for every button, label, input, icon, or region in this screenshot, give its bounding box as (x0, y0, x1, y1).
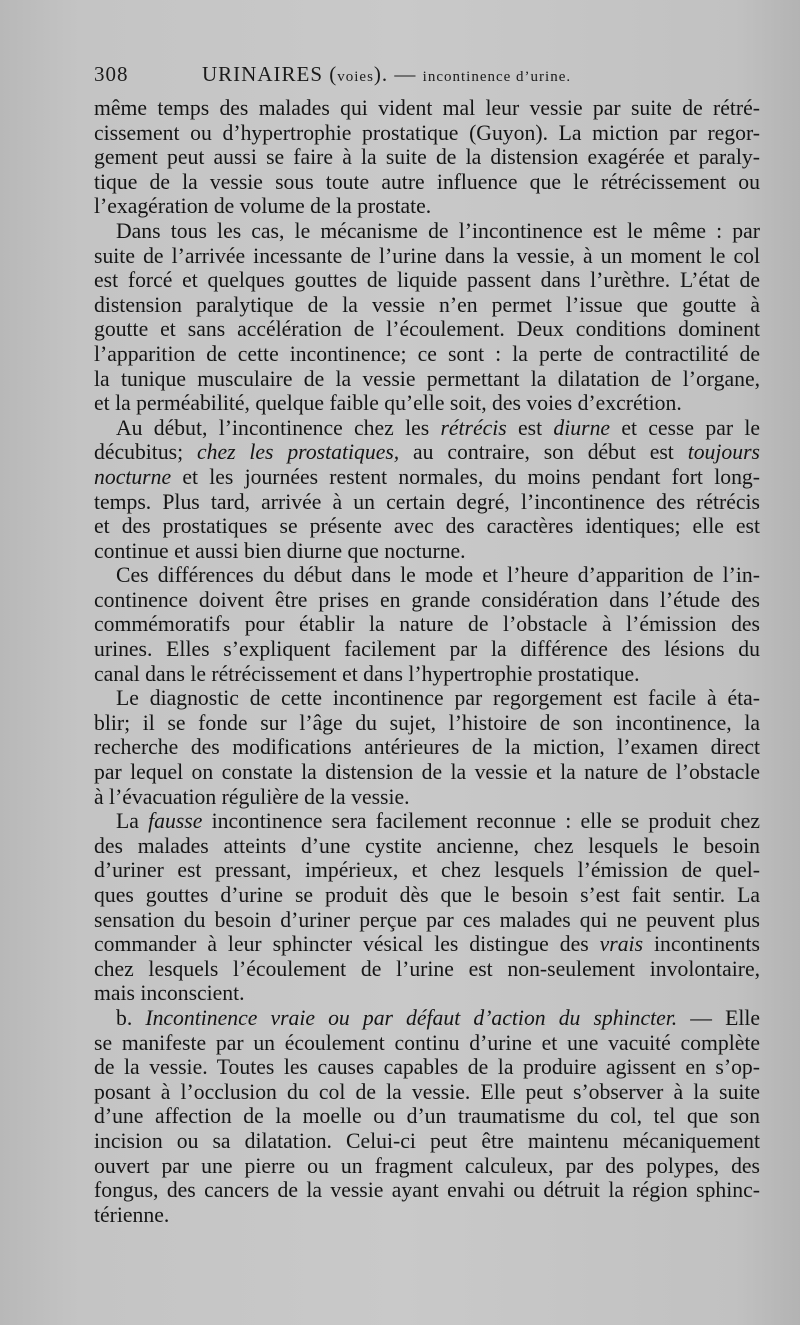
line-segment: Dans tous les cas, le mécanisme de l’incontinence est le même : par (116, 218, 760, 243)
line-segment: b. (116, 1005, 146, 1030)
line-segment: ques gouttes d’urine se produit dès que le besoin s’est fait sentir. La (94, 883, 760, 907)
italic-text: chez les prostatiques, (197, 440, 400, 465)
line-segment: blir; il se fonde sur l’âge du sujet, l’histoire de son incontinence, la (94, 710, 760, 735)
line-segment: est (506, 415, 554, 440)
body-text (94, 96, 760, 1227)
text-line (94, 735, 760, 760)
text-line (94, 244, 760, 269)
text-line (94, 465, 760, 490)
line-segment: décubitus; (94, 440, 197, 465)
line-segment: urines. Elles s’expliquent facilement par la différence des lésions du (94, 637, 760, 662)
line-segment: à l’évacuation régulière de la vessie. (94, 784, 410, 809)
text-line (94, 1154, 760, 1179)
line-segment: et les journées restent normales, du moins pendant fort long- (171, 464, 760, 489)
line-segment: d’une affection de la moelle ou d’un traumatisme du col, tel que son (94, 1104, 760, 1129)
text-line (94, 268, 760, 293)
line-segment: incontinents (643, 932, 760, 957)
line-segment: sensation du besoin d’uriner perçue par ces malades qui ne peuvent plus (94, 907, 760, 932)
text-line (94, 416, 760, 441)
text-line (94, 785, 760, 810)
text-line (94, 858, 760, 883)
line-segment: La (116, 809, 149, 834)
text-line (94, 440, 760, 465)
line-segment: et des prostatiques se présente avec des caractères identiques; elle est (94, 514, 760, 539)
line-segment: Ces différences du début dans le mode et l’heure d’apparition de l’in- (116, 563, 760, 588)
text-line (94, 367, 760, 392)
text-line (94, 760, 760, 785)
line-segment: — Elle (677, 1005, 760, 1030)
text-line (94, 194, 760, 219)
text-line (94, 957, 760, 982)
line-segment: incision ou sa dilatation. Celui-ci peut être maintenu mécaniquement (94, 1128, 760, 1153)
text-line (94, 563, 760, 588)
italic-text: vrais (599, 932, 644, 957)
line-segment: incontinence sera facilement reconnue : elle se produit chez (202, 809, 761, 834)
line-segment: l’exagération de volume de la prostate. (94, 194, 432, 219)
text-line (94, 834, 760, 859)
line-segment: la tunique musculaire de la vessie permettant la dilatation de l’organe, (94, 366, 760, 391)
text-line (94, 1129, 760, 1154)
text-line (94, 1006, 760, 1031)
text-line (94, 637, 760, 662)
text-line (94, 121, 760, 146)
text-line (94, 932, 760, 957)
running-header (94, 62, 760, 90)
line-segment: tique de la vessie sous toute autre influence que le rétrécissement ou (94, 169, 760, 194)
line-segment: et cesse par le (610, 415, 760, 440)
line-segment: mais inconscient. (94, 981, 245, 1006)
text-line (94, 391, 760, 416)
text-line (94, 711, 760, 736)
text-line (94, 342, 760, 367)
text-line (94, 588, 760, 613)
text-line (94, 145, 760, 170)
italic-text: nocturne (94, 464, 172, 489)
text-line (94, 1055, 760, 1080)
text-line (94, 1178, 760, 1203)
line-segment: canal dans le rétrécissement et dans l’hypertrophie prostatique. (94, 661, 640, 686)
text-line (94, 317, 760, 342)
text-line (94, 981, 760, 1006)
italic-text: rétrécis (440, 415, 507, 440)
line-segment: de la vessie. Toutes les causes capables de la produire agissent en s’op- (94, 1055, 760, 1080)
text-line (94, 1104, 760, 1129)
line-segment: cissement ou d’hypertrophie prostatique (Guyon). La miction par regor- (94, 120, 760, 145)
line-segment: est forcé et quelques gouttes de liquide passent dans l’urèthre. L’état de (94, 268, 760, 293)
running-title: URINAIRES (voies). — incontinence d’urine. (202, 62, 572, 86)
line-segment: commémoratifs pour établir la nature de l’obstacle à l’émission des (94, 612, 760, 637)
line-segment: goutte et sans accélération de l’écoulement. Deux conditions dominent (94, 317, 760, 342)
line-segment: continue et aussi bien diurne que nocturne. (94, 538, 466, 563)
text-line (94, 219, 760, 244)
italic-text: diurne (553, 415, 611, 440)
line-segment: ouvert par une pierre ou un fragment calculeux, par des polypes, des (94, 1153, 760, 1178)
text-line (94, 662, 760, 687)
line-segment: suite de l’arrivée incessante de l’urine dans la vessie, à un moment le col (94, 243, 760, 268)
line-segment: recherche des modifications antérieures de la miction, l’examen direct (94, 735, 760, 760)
line-segment: fongus, des cancers de la vessie ayant envahi ou détruit la région sphinc- (94, 1178, 760, 1203)
text-line (94, 514, 760, 539)
text-line (94, 1080, 760, 1105)
line-segment: gement peut aussi se faire à la suite de la distension exagérée et paraly- (94, 145, 760, 170)
italic-text: toujours (687, 440, 760, 465)
line-segment: l’apparition de cette incontinence; ce sont : la perte de contractilité de (94, 341, 760, 366)
text-line (94, 170, 760, 195)
line-segment: se manifeste par un écoulement continu d’urine et une vacuité complète (94, 1030, 760, 1055)
line-segment: continence doivent être prises en grande considération dans l’étude des (94, 587, 760, 612)
line-segment: Au début, l’incontinence chez les (116, 415, 441, 440)
line-segment: au contraire, son début est (399, 440, 688, 465)
line-segment: commander à leur sphincter vésical les distingue des (94, 932, 600, 957)
line-segment: temps. Plus tard, arrivée à un certain degré, l’incontinence des rétrécis (94, 489, 760, 514)
page-number: 308 (94, 62, 129, 86)
line-segment: posant à l’occlusion du col de la vessie. Elle peut s’observer à la suite (94, 1079, 760, 1104)
italic-text: fausse (148, 809, 203, 834)
text-line (94, 612, 760, 637)
line-segment: par lequel on constate la distension de la vessie et la nature de l’obstacle (94, 760, 760, 785)
line-segment: Le diagnostic de cette incontinence par regorgement est facile à éta- (116, 686, 760, 711)
italic-text: Incontinence vraie ou par défaut d’action du sphincter. (145, 1005, 678, 1030)
text-line (94, 490, 760, 515)
text-line (94, 809, 760, 834)
text-line (94, 96, 760, 121)
text-line (94, 686, 760, 711)
line-segment: distension paralytique de la vessie n’en permet l’issue que goutte à (94, 292, 760, 317)
text-line (94, 1203, 760, 1228)
line-segment: des malades atteints d’une cystite ancienne, chez lesquels le besoin (94, 833, 760, 858)
text-line (94, 908, 760, 933)
line-segment: même temps des malades qui vident mal leur vessie par suite de rétré- (94, 96, 760, 120)
line-segment: d’uriner est pressant, impérieux, et chez lesquels l’émission de quel- (94, 858, 760, 883)
text-line (94, 883, 760, 908)
line-segment: térienne. (94, 1202, 170, 1227)
text-line (94, 539, 760, 564)
line-segment: chez lesquels l’écoulement de l’urine est non-seulement involontaire, (94, 956, 760, 981)
line-segment: et la perméabilité, quelque faible qu’elle soit, des voies d’excrétion. (94, 391, 682, 416)
text-line (94, 293, 760, 318)
text-line (94, 1031, 760, 1056)
